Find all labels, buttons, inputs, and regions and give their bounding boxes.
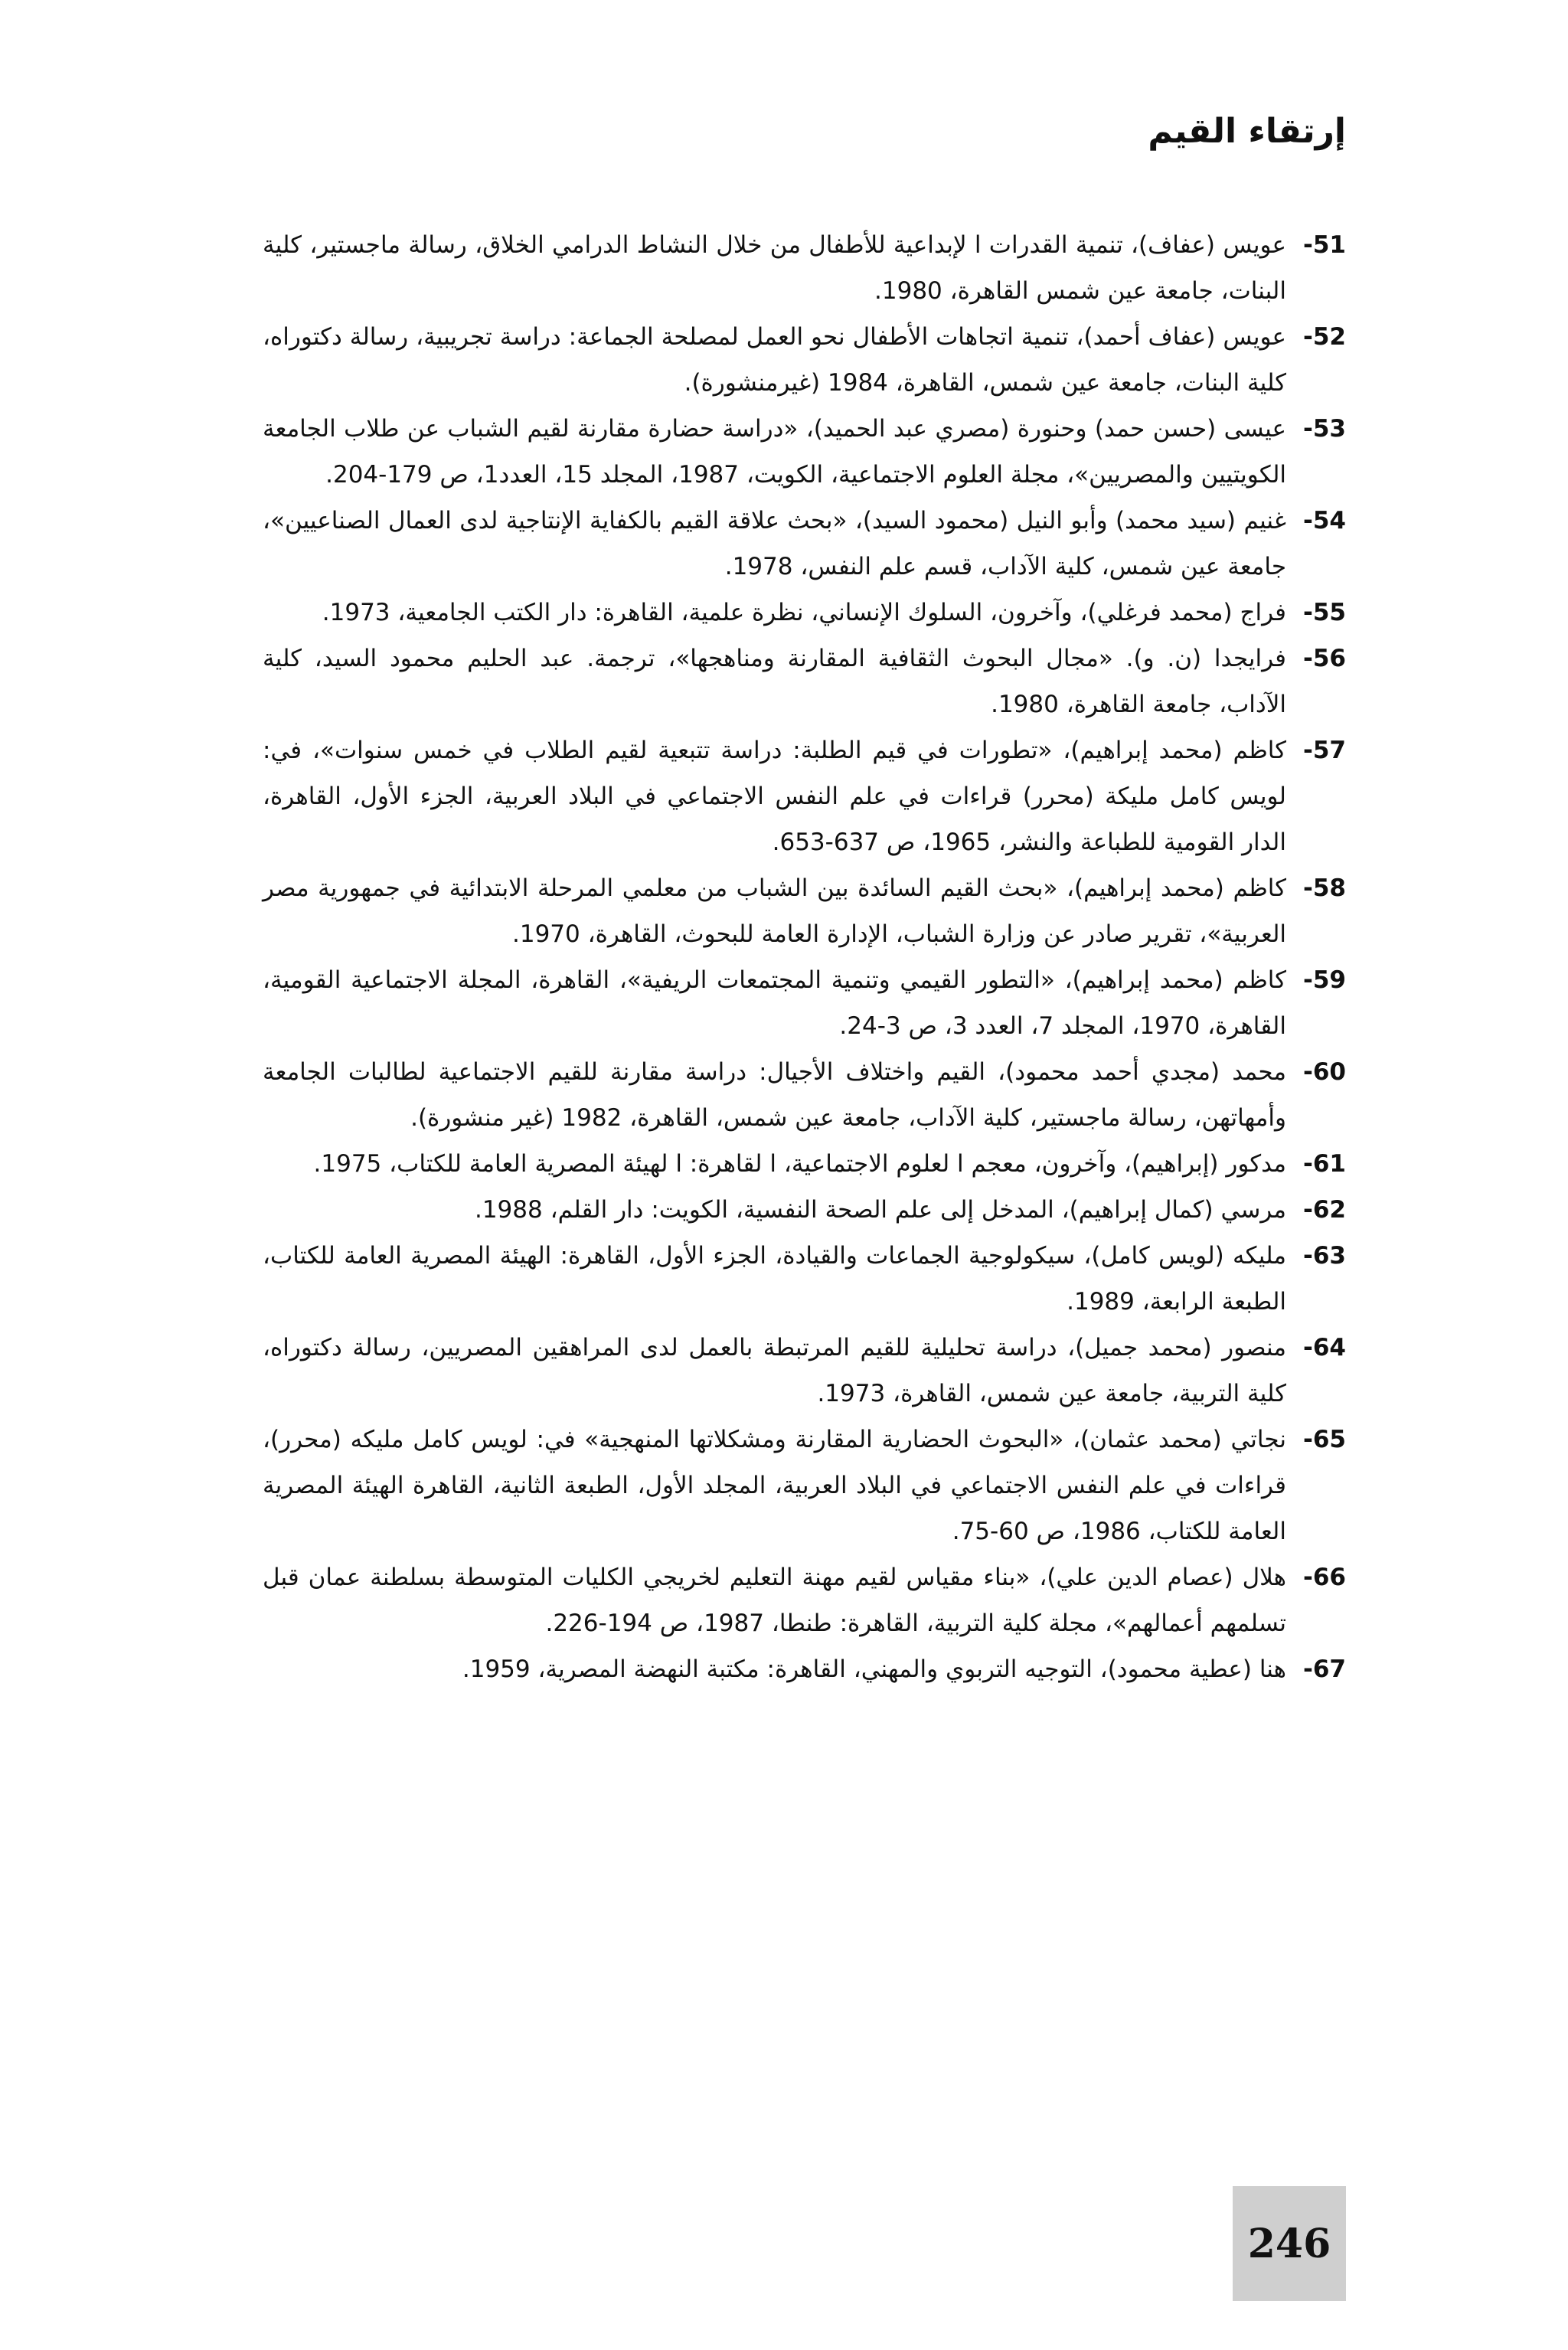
reference-text: نجاتي (محمد عثمان)، «البحوث الحضارية المقارنة ومشكلاتها المنهجية» في: لويس كامل مليكه (محرر)، قراءات في علم النفس الاجتماعي في البلاد العربية، المجلد الأول، الطبعة الثانية، القاهرة الهيئة المصرية العامة للكتاب، 1986، ص 60-75.	[263, 1426, 1286, 1545]
references-list	[263, 222, 1346, 1692]
reference-item	[263, 1187, 1346, 1233]
reference-item	[263, 636, 1346, 727]
reference-item	[263, 314, 1346, 406]
reference-number: 57-	[1302, 737, 1346, 764]
reference-item	[263, 498, 1346, 590]
reference-text: عيسى (حسن حمد) وحنورة (مصري عبد الحميد)، «دراسة حضارة مقارنة لقيم الشباب عن طلاب الجامعة الكويتيين والمصريين»، مجلة العلوم الاجتماعية، الكويت، 1987، المجلد 15، العدد1، ص 179-204.	[263, 415, 1286, 489]
reference-number: 64-	[1302, 1334, 1346, 1361]
reference-number: 59-	[1302, 966, 1346, 994]
reference-item	[263, 222, 1346, 314]
reference-number: 67-	[1302, 1655, 1346, 1683]
reference-text: مرسي (كمال إبراهيم)، المدخل إلى علم الصحة النفسية، الكويت: دار القلم، 1988.	[474, 1196, 1286, 1224]
reference-number: 55-	[1302, 599, 1346, 626]
reference-number: 63-	[1302, 1242, 1346, 1270]
reference-text: غنيم (سيد محمد) وأبو النيل (محمود السيد)، «بحث علاقة القيم بالكفاية الإنتاجية لدى العمال الصناعيين»، جامعة عين شمس، كلية الآداب، قسم علم النفس، 1978.	[263, 507, 1286, 580]
page-number-box	[1233, 2186, 1346, 2301]
reference-item	[263, 727, 1346, 865]
reference-text: كاظم (محمد إبراهيم)، «التطور القيمي وتنمية المجتمعات الريفية»، القاهرة، المجلة الاجتماعية القومية، القاهرة، 1970، المجلد 7، العدد 3، ص 3-24.	[263, 966, 1286, 1040]
reference-item	[263, 1646, 1346, 1692]
reference-item	[263, 406, 1346, 498]
reference-number: 56-	[1302, 645, 1346, 672]
reference-item	[263, 957, 1346, 1049]
reference-item	[263, 1325, 1346, 1417]
reference-number: 58-	[1302, 874, 1346, 902]
reference-text: عويس (عفاف أحمد)، تنمية اتجاهات الأطفال نحو العمل لمصلحة الجماعة: دراسة تجريبية، رسالة دكتوراه، كلية البنات، جامعة عين شمس، القاهرة، 1984 (غيرمنشورة).	[263, 323, 1286, 397]
reference-text: منصور (محمد جميل)، دراسة تحليلية للقيم المرتبطة بالعمل لدى المراهقين المصريين، رسالة دكتوراه، كلية التربية، جامعة عين شمس، القاهرة، 1973.	[263, 1334, 1286, 1407]
reference-text: كاظم (محمد إبراهيم)، «بحث القيم السائدة بين الشباب من معلمي المرحلة الابتدائية في جمهورية مصر العربية»، تقرير صادر عن وزارة الشباب، الإدارة العامة للبحوث، القاهرة، 1970.	[263, 874, 1286, 948]
reference-number: 51-	[1302, 231, 1346, 259]
reference-item	[263, 590, 1346, 636]
reference-number: 54-	[1302, 507, 1346, 534]
reference-item	[263, 865, 1346, 957]
reference-text: هلال (عصام الدين علي)، «بناء مقياس لقيم مهنة التعليم لخريجي الكليات المتوسطة بسلطنة عمان قبل تسلمهم أعمالهم»، مجلة كلية التربية، القاهرة: طنطا، 1987، ص 194-226.	[263, 1564, 1286, 1637]
page-number: 246	[1247, 2220, 1331, 2267]
page-header-title: إرتقاء القيم	[1148, 112, 1346, 151]
reference-text: فراج (محمد فرغلي)، وآخرون، السلوك الإنساني، نظرة علمية، القاهرة: دار الكتب الجامعية، 1973.	[322, 599, 1286, 626]
reference-number: 62-	[1302, 1196, 1346, 1224]
reference-item	[263, 1417, 1346, 1554]
reference-text: مليكه (لويس كامل)، سيكولوجية الجماعات والقيادة، الجزء الأول، القاهرة: الهيئة المصرية العامة للكتاب، الطبعة الرابعة، 1989.	[263, 1242, 1286, 1316]
reference-number: 61-	[1302, 1150, 1346, 1178]
reference-number: 52-	[1302, 323, 1346, 351]
reference-item	[263, 1049, 1346, 1141]
reference-text: مدكور (إبراهيم)، وآخرون، معجم ا لعلوم الاجتماعية، ا لقاهرة: ا لهيئة المصرية العامة للكتاب، 1975.	[313, 1150, 1286, 1178]
reference-text: كاظم (محمد إبراهيم)، «تطورات في قيم الطلبة: دراسة تتبعية لقيم الطلاب في خمس سنوات»، في: لويس كامل مليكة (محرر) قراءات في علم النفس الاجتماعي في البلاد العربية، الجزء الأول، القاهرة، الدار القومية للطباعة والنشر، 1965، ص 637-653.	[263, 737, 1286, 856]
reference-text: فرايجدا (ن. و). «مجال البحوث الثقافية المقارنة ومناهجها»، ترجمة. عبد الحليم محمود السيد، كلية الآداب، جامعة القاهرة، 1980.	[263, 645, 1286, 718]
reference-text: عويس (عفاف)، تنمية القدرات ا لإبداعية للأطفال من خلال النشاط الدرامي الخلاق، رسالة ماجستير، كلية البنات، جامعة عين شمس القاهرة، 1980.	[263, 231, 1286, 305]
reference-item	[263, 1233, 1346, 1325]
reference-number: 66-	[1302, 1564, 1346, 1591]
reference-number: 53-	[1302, 415, 1346, 443]
reference-number: 65-	[1302, 1426, 1346, 1453]
reference-number: 60-	[1302, 1058, 1346, 1086]
reference-item	[263, 1141, 1346, 1187]
reference-text: محمد (مجدي أحمد محمود)، القيم واختلاف الأجيال: دراسة مقارنة للقيم الاجتماعية لطالبات الجامعة وأمهاتهن، رسالة ماجستير، كلية الآداب، جامعة عين شمس، القاهرة، 1982 (غير منشورة).	[263, 1058, 1286, 1132]
reference-text: هنا (عطية محمود)، التوجيه التربوي والمهني، القاهرة: مكتبة النهضة المصرية، 1959.	[462, 1655, 1286, 1683]
reference-item	[263, 1554, 1346, 1646]
